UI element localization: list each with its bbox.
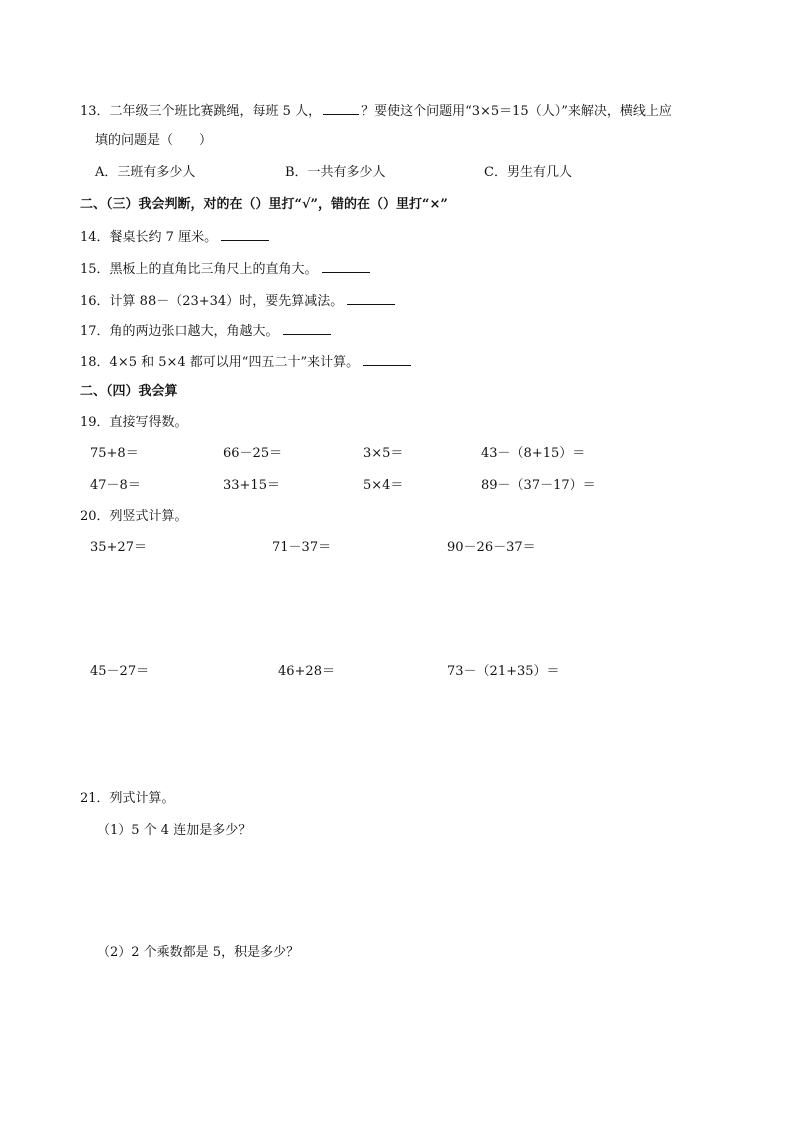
q13-option-b[interactable]: B．一共有多少人	[285, 165, 386, 180]
q19-title: 19．直接写得数。	[80, 415, 188, 430]
q20-item: 90－26－37＝	[447, 540, 536, 555]
q19-item: 66－25＝	[223, 446, 283, 461]
q20-item: 73－（21+35）＝	[447, 664, 560, 679]
q21-sub2: （2）2 个乘数都是 5，积是多少？	[97, 945, 300, 960]
section4-title: 二、（四）我会算	[80, 384, 178, 399]
q16-text: 16．计算 88－（23+34）时，要先算减法。	[80, 294, 344, 309]
q19-item: 47－8＝	[90, 478, 141, 493]
q14-answer-blank[interactable]	[221, 228, 269, 241]
q18	[80, 353, 411, 372]
q19-item: 3×5＝	[363, 446, 404, 461]
q19-item: 33+15＝	[223, 478, 280, 493]
q20-item: 45－27＝	[90, 664, 150, 679]
q13-line1	[80, 102, 672, 121]
q15-text: 15．黑板上的直角比三角尺上的直角大。	[80, 262, 318, 277]
q13-text-b: ？要使这个问题用“3×5＝15（人）”来解决，横线上应	[361, 104, 672, 119]
q13-option-a[interactable]: A．三班有多少人	[95, 165, 196, 180]
section3-title: 二、（三）我会判断，对的在（）里打“√”，错的在（）里打“×”	[80, 197, 448, 212]
q18-answer-blank[interactable]	[363, 353, 411, 366]
q16	[80, 292, 395, 311]
q14-text: 14．餐桌长约 7 厘米。	[80, 230, 218, 245]
q21-sub1: （1）5 个 4 连加是多少？	[97, 823, 252, 838]
q14	[80, 228, 269, 247]
q15	[80, 260, 370, 279]
q13-option-c[interactable]: C．男生有几人	[484, 165, 572, 180]
q18-text: 18．4×5 和 5×4 都可以用“四五二十”来计算。	[80, 355, 360, 370]
q20-item: 35+27＝	[90, 540, 147, 555]
q19-item: 43－（8+15）＝	[481, 446, 586, 461]
q20-item: 46+28＝	[278, 664, 335, 679]
q19-item: 5×4＝	[363, 478, 404, 493]
q17-text: 17．角的两边张口越大，角越大。	[80, 324, 279, 339]
q16-answer-blank[interactable]	[347, 292, 395, 305]
q13-text-a: 13．二年级三个班比赛跳绳，每班 5 人，	[80, 104, 322, 119]
q19-item: 89－（37－17）＝	[481, 478, 596, 493]
q13-blank[interactable]	[323, 102, 359, 115]
q13-line2: 填的问题是（ ）	[95, 133, 213, 148]
q21-title: 21．列式计算。	[80, 791, 175, 806]
q20-item: 71－37＝	[272, 540, 332, 555]
q17	[80, 322, 331, 341]
q19-item: 75+8＝	[90, 446, 139, 461]
q17-answer-blank[interactable]	[283, 322, 331, 335]
q15-answer-blank[interactable]	[322, 260, 370, 273]
q20-title: 20．列竖式计算。	[80, 509, 188, 524]
